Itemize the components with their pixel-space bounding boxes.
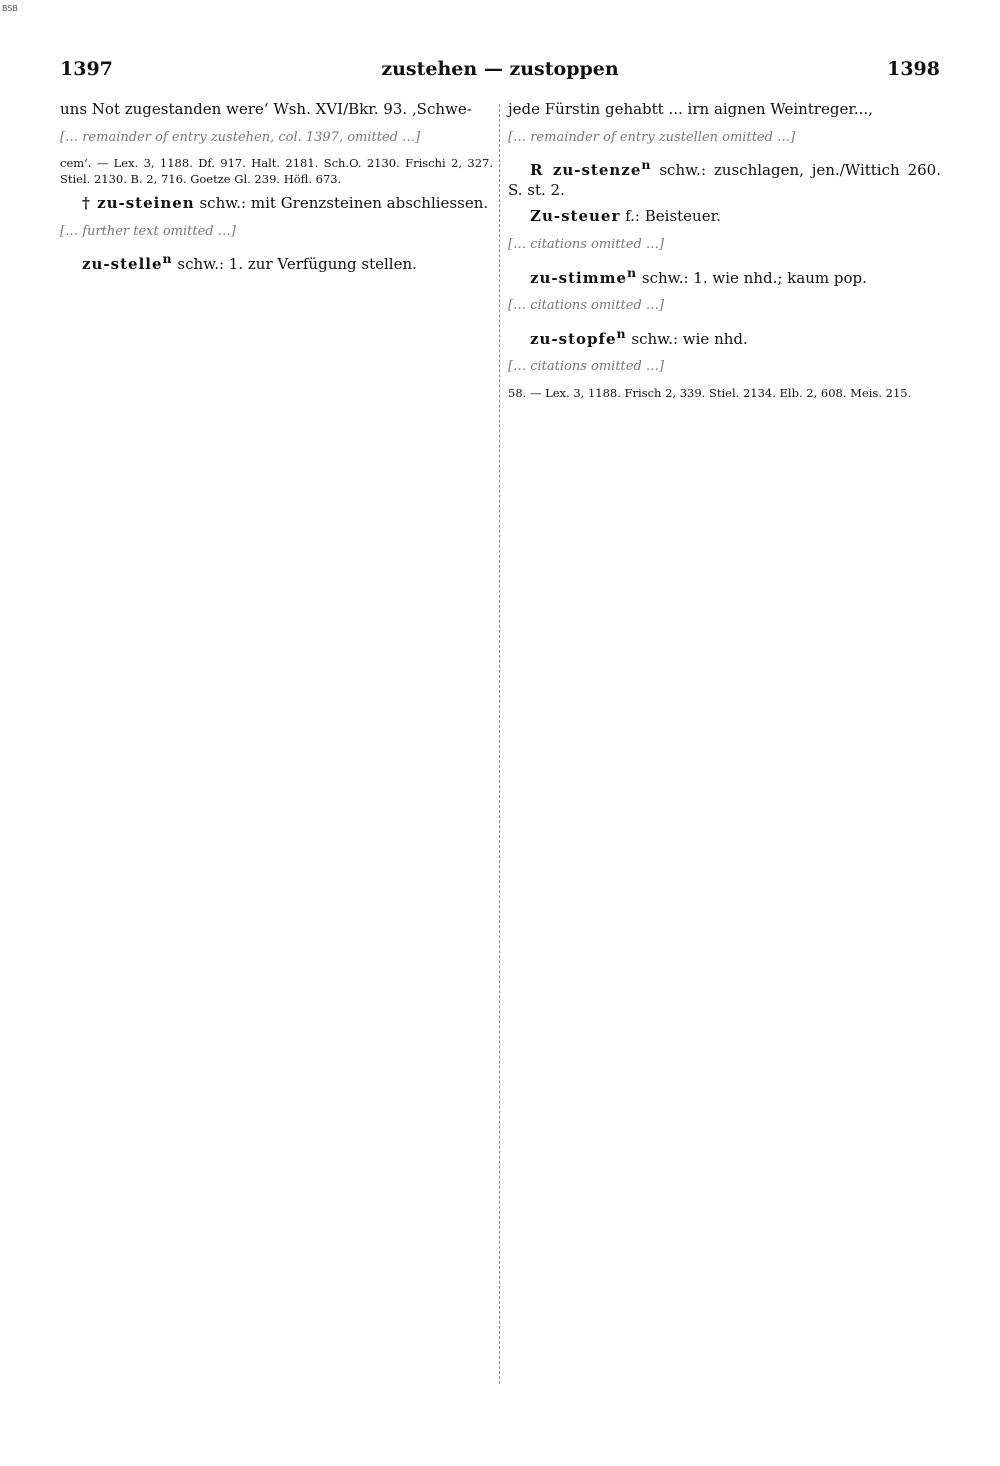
omitted-text-note: [… remainder of entry zustehen, col. 1397, omitted …]	[60, 129, 421, 145]
entry-zustenzen	[508, 155, 941, 200]
entry-definition: schw.: wie nhd.	[631, 329, 748, 348]
entry-zusteuer	[508, 207, 941, 227]
left-column-number: 1397	[60, 58, 113, 80]
entry-zustopfen	[508, 324, 941, 350]
omitted-text-note: [… citations omitted …]	[508, 359, 664, 375]
entry-definition: schw.: 1. zur Verfügung stellen.	[177, 255, 417, 274]
right-text-column	[508, 100, 941, 408]
library-watermark: BSB	[2, 4, 18, 13]
left-column-opening: uns Not zugestanden were‘ Wsh. XVI/Bkr. 93. ‚Schwe-	[60, 100, 472, 118]
omitted-text-note: [… citations omitted …]	[508, 298, 664, 314]
page-header	[60, 58, 940, 88]
entry-headword: zu-stimme$^n$	[530, 264, 638, 287]
entry-headword: † zu-steinen	[82, 194, 195, 213]
left-text-column	[60, 100, 493, 282]
entry-headword: R zu-stenze$^n$	[530, 157, 652, 180]
entry-headword: Zu-steuer	[530, 207, 621, 226]
right-column-number: 1398	[887, 58, 940, 80]
omitted-text-note: [… remainder of entry zustellen omitted …]	[508, 129, 796, 145]
left-column-closing-refs: cem‘. — Lex. 3, 1188. Df. 917. Halt. 2181. Sch.O. 2130. Frischi 2, 327. Stiel. 2130. B. 2, 716. Goetze Gl. 239. Höfl. 673.	[60, 156, 493, 187]
column-divider	[499, 104, 500, 1384]
entry-zustellen	[60, 249, 493, 275]
entry-definition: f.: Beisteuer.	[625, 207, 721, 226]
running-title: zustehen — zustoppen	[381, 58, 619, 80]
entry-definition: schw.: 1. wie nhd.; kaum pop.	[641, 268, 867, 287]
right-column-opening: jede Fürstin gehabtt ... irn aignen Weintreger...,	[508, 100, 873, 118]
omitted-text-note: [… citations omitted …]	[508, 236, 664, 252]
entry-definition: schw.: mit Grenzsteinen abschliessen.	[199, 194, 489, 213]
entry-definition: schw.: zuschlagen, jen./Wittich 260. S. st. 2.	[508, 161, 941, 199]
entry-headword: zu-stelle$^n$	[82, 251, 173, 274]
omitted-text-note: [… further text omitted …]	[60, 223, 236, 239]
entry-zustimmen	[508, 263, 941, 289]
right-column-closing-refs: 58. — Lex. 3, 1188. Frisch 2, 339. Stiel. 2134. Elb. 2, 608. Meis. 215.	[508, 385, 912, 400]
entry-zusteinen	[60, 194, 493, 214]
entry-headword: zu-stopfe$^n$	[530, 325, 627, 348]
